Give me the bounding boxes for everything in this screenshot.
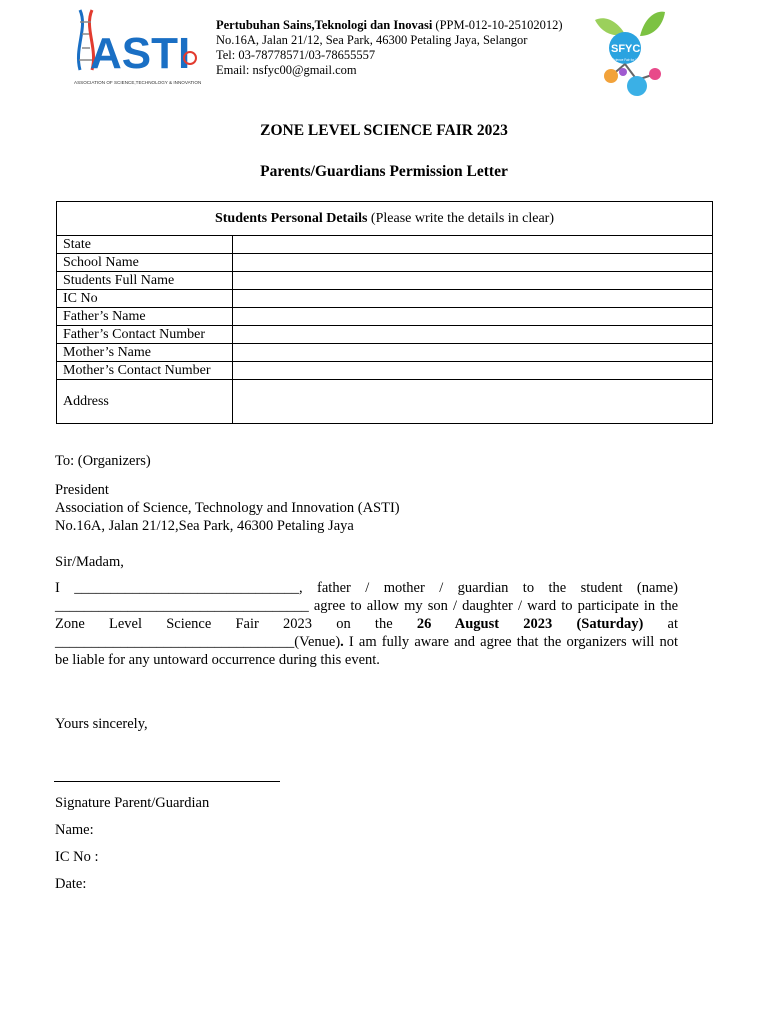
organization-info xyxy=(216,18,576,78)
recipient-address: No.16A, Jalan 21/12,Sea Park, 46300 Petaling Jaya xyxy=(55,518,354,534)
recipient-title: President xyxy=(55,482,109,498)
row-value-father-contact[interactable] xyxy=(233,326,713,344)
sfyc-logo xyxy=(585,6,675,98)
org-email: Email: nsfyc00@gmail.com xyxy=(216,63,357,77)
table-row xyxy=(57,308,713,326)
row-value-state[interactable] xyxy=(233,236,713,254)
event-date: 26 August 2023 (Saturday) xyxy=(416,616,644,632)
row-value-mother-name[interactable] xyxy=(233,344,713,362)
ic-label: IC No : xyxy=(55,849,99,865)
asti-logo-text: ASTI xyxy=(90,29,191,78)
row-value-school-name[interactable] xyxy=(233,254,713,272)
name-label: Name: xyxy=(55,822,94,838)
signature-line[interactable] xyxy=(54,781,280,782)
table-row xyxy=(57,272,713,290)
row-label-student-full-name: Students Full Name xyxy=(57,272,233,290)
org-tel: Tel: 03-78778571/03-78655557 xyxy=(216,48,376,62)
table-header-title: Students Personal Details xyxy=(214,210,368,226)
row-label-state: State xyxy=(57,236,233,254)
closing: Yours sincerely, xyxy=(55,716,148,732)
consent-text-a: I _______________________________, father / mother / guardian to the student (name) ___________________________________ agree to allow my son / daughter / ward to participate in the Zone Level Science Fair 2023 on the xyxy=(55,580,678,632)
table-row xyxy=(57,380,713,424)
row-value-student-full-name[interactable] xyxy=(233,272,713,290)
table-row xyxy=(57,290,713,308)
row-label-father-name: Father’s Name xyxy=(57,308,233,326)
row-label-ic-no: IC No xyxy=(57,290,233,308)
table-row xyxy=(57,344,713,362)
student-details-table xyxy=(56,201,713,424)
org-name: Pertubuhan Sains,Teknologi dan Inovasi xyxy=(216,18,433,32)
recipient-org: Association of Science, Technology and Innovation (ASTI) xyxy=(55,500,400,516)
table-header-note: (Please write the details in clear) xyxy=(367,210,555,226)
row-value-mother-contact[interactable] xyxy=(233,362,713,380)
table-row xyxy=(57,326,713,344)
row-label-mother-name: Mother’s Name xyxy=(57,344,233,362)
sfyc-logo-tagline: Science Fair for Young Children xyxy=(612,58,657,62)
consent-period: . xyxy=(340,634,344,650)
table-row xyxy=(57,254,713,272)
table-row xyxy=(57,236,713,254)
asti-logo xyxy=(70,8,205,88)
page-subtitle: Parents/Guardians Permission Letter xyxy=(260,163,508,180)
table-row xyxy=(57,362,713,380)
consent-text-c: I am fully aware and agree that the organizers will not be liable for any untoward occurrence during this event. xyxy=(55,634,678,668)
org-address: No.16A, Jalan 21/12, Sea Park, 46300 Petaling Jaya, Selangor xyxy=(216,33,528,47)
consent-text-b: at _________________________________(Venue) xyxy=(55,616,678,650)
row-value-address[interactable] xyxy=(233,380,713,424)
signature-label: Signature Parent/Guardian xyxy=(55,795,210,811)
salutation: Sir/Madam, xyxy=(55,554,124,570)
date-label: Date: xyxy=(55,876,87,892)
letter-to: To: (Organizers) xyxy=(55,453,151,469)
page-title: ZONE LEVEL SCIENCE FAIR 2023 xyxy=(260,122,508,139)
table-header-row xyxy=(57,202,713,236)
org-name-line xyxy=(216,18,576,33)
row-label-address: Address xyxy=(57,380,233,424)
org-registration: (PPM-012-10-25102012) xyxy=(435,18,563,32)
row-value-ic-no[interactable] xyxy=(233,290,713,308)
row-value-father-name[interactable] xyxy=(233,308,713,326)
row-label-father-contact: Father’s Contact Number xyxy=(57,326,233,344)
row-label-mother-contact: Mother’s Contact Number xyxy=(57,362,233,380)
consent-paragraph xyxy=(55,579,678,669)
row-label-school-name: School Name xyxy=(57,254,233,272)
sfyc-logo-text: SFYC xyxy=(611,43,641,55)
table-header xyxy=(57,202,713,236)
asti-logo-subtitle: ASSOCIATION OF SCIENCE,TECHNOLOGY & INNOVATION xyxy=(74,80,202,85)
